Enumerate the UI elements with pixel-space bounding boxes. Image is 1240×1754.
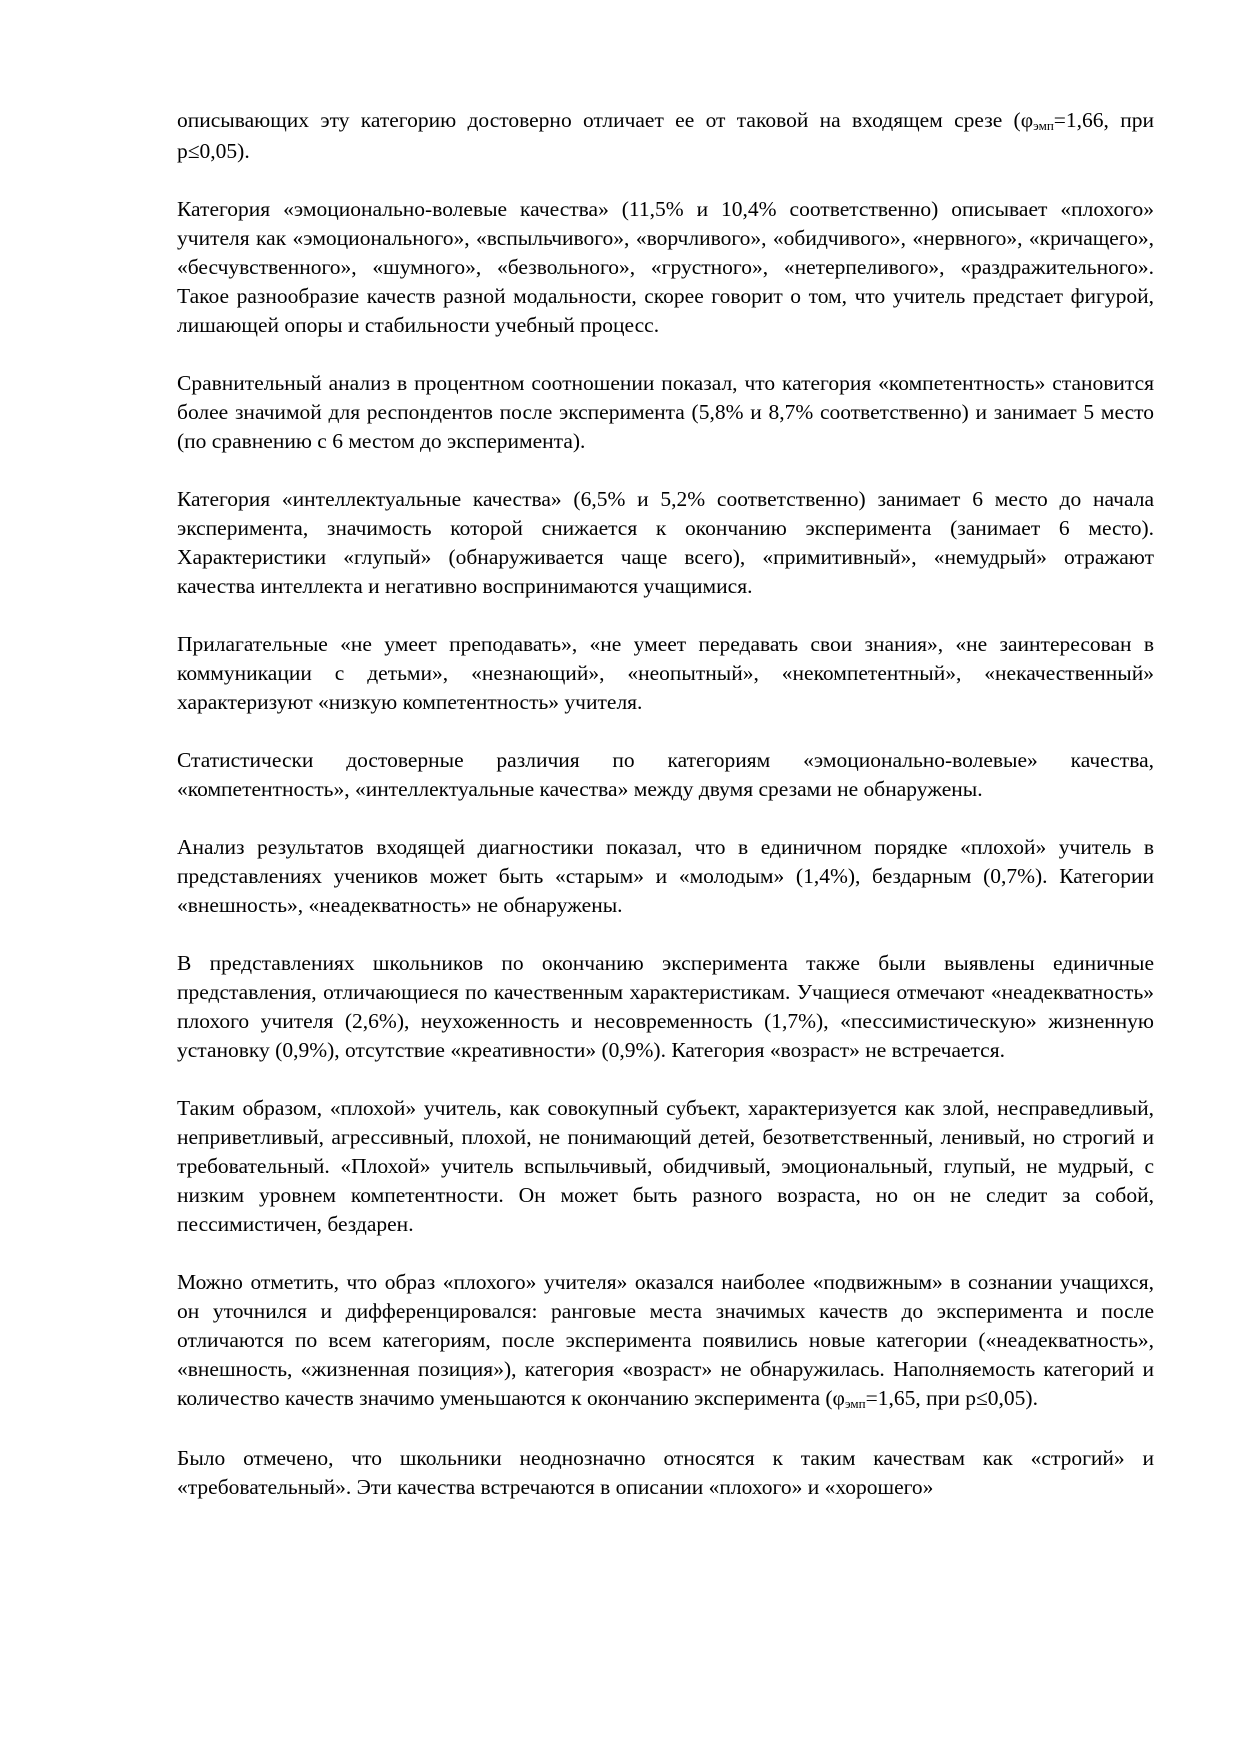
- paragraph-1: [177, 106, 1154, 166]
- paragraph-7: Анализ результатов входящей диагностики показал, что в единичном порядке «плохой» учитель в представлениях учеников может быть «старым» и «молодым» (1,4%), бездарным (0,7%). Категории «внешность», «неадекватность» не обнаружены.: [177, 835, 1154, 917]
- document-page: [177, 106, 1154, 1502]
- paragraph-4: Категория «интеллектуальные качества» (6,5% и 5,2% соответственно) занимает 6 место до начала эксперимента, значимость которой снижается к окончанию эксперимента (занимает 6 место). Характеристики «глупый» (обнаруживается чаще всего), «примитивный», «немудрый» отражают качества интеллекта и негативно воспринимаются учащимися.: [177, 487, 1154, 598]
- paragraph-1-text: описывающих эту категорию достоверно отличает ее от таковой на входящем срезе (φ: [177, 108, 1034, 132]
- paragraph-6: Статистически достоверные различия по категориям «эмоционально-волевые» качества, «компетентность», «интеллектуальные качества» между двумя срезами не обнаружены.: [177, 748, 1154, 801]
- phi-subscript: эмп: [844, 1396, 866, 1411]
- paragraph-10-text: Можно отметить, что образ «плохого» учителя» оказался наиболее «подвижным» в сознании учащихся, он уточнился и дифференцировался: ранговые места значимых качеств до эксперимента и после отличаются по всем категориям, после эксперимента появились новые категории («неадекватность», «внешность, «жизненная позиция»), категория «возраст» не обнаружилась. Наполняемость категорий и количество качеств значимо уменьшаются к окончанию эксперимента (φ: [177, 1270, 1154, 1410]
- paragraph-5: Прилагательные «не умеет преподавать», «не умеет передавать свои знания», «не заинтересован в коммуникации с детьми», «незнающий», «неопытный», «некомпетентный», «некачественный» характеризуют «низкую компетентность» учителя.: [177, 632, 1154, 714]
- phi-subscript: эмп: [1033, 118, 1054, 133]
- paragraph-1-text-end: =1,66, при p≤0,05).: [177, 108, 1155, 163]
- paragraph-10-text-end: =1,65, при p≤0,05).: [865, 1386, 1038, 1410]
- paragraph-8: В представлениях школьников по окончанию эксперимента также были выявлены единичные представления, отличающиеся по качественным характеристикам. Учащиеся отмечают «неадекватность» плохого учителя (2,6%), неухоженность и несовременность (1,7%), «пессимистическую» жизненную установку (0,9%), отсутствие «креативности» (0,9%). Категория «возраст» не встречается.: [177, 951, 1154, 1062]
- paragraph-2: Категория «эмоционально-волевые качества» (11,5% и 10,4% соответственно) описывает «плохого» учителя как «эмоционального», «вспыльчивого», «ворчливого», «обидчивого», «нервного», «кричащего», «бесчувственного», «шумного», «безвольного», «грустного», «нетерпеливого», «раздражительного». Такое разнообразие качеств разной модальности, скорее говорит о том, что учитель предстает фигурой, лишающей опоры и стабильности учебный процесс.: [177, 197, 1154, 337]
- paragraph-3: Сравнительный анализ в процентном соотношении показал, что категория «компетентность» становится более значимой для респондентов после эксперимента (5,8% и 8,7% соответственно) и занимает 5 место (по сравнению с 6 местом до эксперимента).: [177, 371, 1154, 453]
- paragraph-11: Было отмечено, что школьники неоднозначно относятся к таким качествам как «строгий» и «требовательный». Эти качества встречаются в описании «плохого» и «хорошего»: [177, 1446, 1154, 1499]
- paragraph-10: [177, 1268, 1154, 1415]
- paragraph-9: Таким образом, «плохой» учитель, как совокупный субъект, характеризуется как злой, несправедливый, неприветливый, агрессивный, плохой, не понимающий детей, безответственный, ленивый, но строгий и требовательный. «Плохой» учитель вспыльчивый, обидчивый, эмоциональный, глупый, не мудрый, с низким уровнем компетентности. Он может быть разного возраста, но он не следит за собой, пессимистичен, бездарен.: [177, 1096, 1154, 1236]
